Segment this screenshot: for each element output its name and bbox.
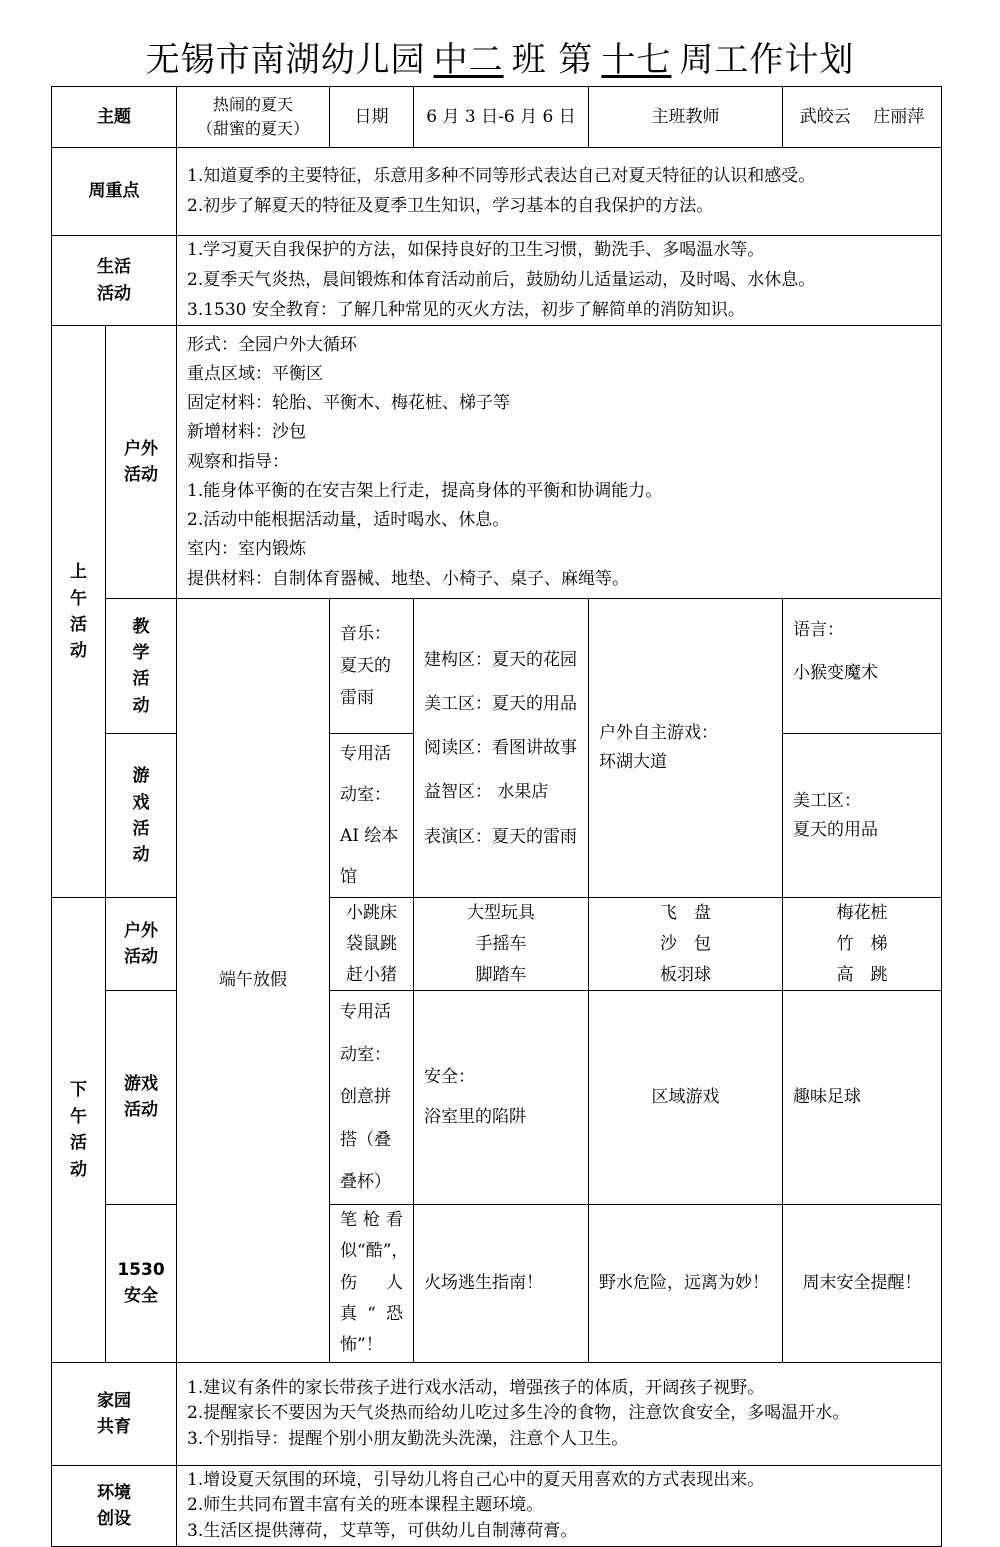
teaching-label-char: 动 <box>132 695 150 716</box>
afternoon-outdoor-item: 沙 包 <box>660 934 711 955</box>
safety-line2: 浴室里的陷阱 <box>424 1107 526 1128</box>
game-label-char: 游 <box>132 766 150 787</box>
area-item: 美工区：夏天的用品 <box>424 694 577 715</box>
safety1530-label <box>106 1204 177 1362</box>
afternoon-game-label-line1: 游戏 <box>124 1074 158 1095</box>
afternoon-outdoor-label-line2: 活动 <box>124 947 158 968</box>
area-item: 益智区： 水果店 <box>424 782 549 803</box>
outdoor-game-line1: 户外自主游戏： <box>599 723 718 744</box>
area-item: 表演区：夏天的雷雨 <box>424 826 577 847</box>
game-label-char: 戏 <box>132 792 150 813</box>
morning-outdoor-item: 室内：室内锻炼 <box>187 539 306 560</box>
family-item: 2.提醒家长不要因为天气炎热而给幼儿吃过多生冷的食物，注意饮食安全，多喝温开水。 <box>187 1403 850 1424</box>
life-label <box>52 236 177 326</box>
area-game-cell: 区域游戏 <box>589 991 783 1205</box>
theme-value <box>177 87 330 148</box>
environment-item: 3.生活区提供薄荷，艾草等，可供幼儿自制薄荷膏。 <box>187 1520 578 1541</box>
afternoon-outdoor-item: 板羽球 <box>660 964 711 985</box>
language-line1: 语言： <box>793 620 844 641</box>
area-item: 阅读区：看图讲故事 <box>424 738 577 759</box>
areas-cell <box>414 599 589 898</box>
morning-outdoor-item: 重点区域：平衡区 <box>187 363 323 384</box>
game-label-char: 活 <box>132 818 150 839</box>
morning-label-char: 上 <box>70 562 87 583</box>
date-label: 日期 <box>330 87 414 148</box>
game-label <box>106 734 177 898</box>
morning-label-char: 动 <box>70 641 87 662</box>
life-content <box>177 236 942 326</box>
title-week: 十七 <box>601 40 672 80</box>
life-label-line2: 活动 <box>97 283 131 304</box>
morning-label <box>52 326 106 898</box>
afternoon-outdoor-label <box>106 898 177 991</box>
teacher-names: 武皎云 庄丽萍 <box>783 87 942 148</box>
life-item: 1.学习夏天自我保护的方法，如保持良好的卫生习惯，勤洗手、多喝温水等。 <box>187 240 765 260</box>
teacher-label: 主班教师 <box>589 87 783 148</box>
room-line1: 专用活动室： <box>340 744 391 806</box>
afternoon-outdoor-item: 竹 梯 <box>836 934 888 955</box>
music-line2: 夏天的雷雨 <box>340 656 391 709</box>
afternoon-label-char: 下 <box>70 1080 87 1101</box>
weekly-focus-item: 1.知道夏季的主要特征，乐意用多种不同等形式表达自己对夏天特征的认识和感受。 <box>187 165 816 186</box>
title-suffix: 周工作计划 <box>679 40 855 80</box>
environment-content <box>177 1465 942 1546</box>
weekly-focus-content <box>177 148 942 236</box>
room-line2: AI 绘本馆 <box>340 825 399 887</box>
holiday-cell: 端午放假 <box>177 599 330 1363</box>
family-content <box>177 1362 942 1465</box>
game-room-cell <box>330 991 414 1205</box>
family-label-line1: 家园 <box>97 1390 131 1411</box>
morning-label-char: 午 <box>70 588 87 609</box>
morning-outdoor-item: 1.能身体平衡的在安吉架上行走，提高身体的平衡和协调能力。 <box>187 480 663 501</box>
morning-outdoor-item: 固定材料：轮胎、平衡木、梅花桩、梯子等 <box>187 393 510 414</box>
art-line1: 美工区： <box>793 790 861 811</box>
outdoor-game-line2: 环湖大道 <box>599 752 667 773</box>
life-item: 3.1530 安全教育：了解几种常见的灭火方法，初步了解简单的消防知识。 <box>187 299 745 320</box>
weekly-plan-table <box>51 86 942 1547</box>
environment-item: 2.师生共同布置丰富有关的班本课程主题环境。 <box>187 1495 544 1516</box>
family-label-line2: 共育 <box>97 1416 131 1437</box>
morning-outdoor-item: 提供材料：自制体育器械、地垫、小椅子、桌子、麻绳等。 <box>187 568 629 589</box>
safety1530-cell: 周末安全提醒！ <box>783 1204 942 1362</box>
afternoon-label-char: 午 <box>70 1106 87 1127</box>
safety-line1: 安全： <box>424 1066 475 1087</box>
life-item: 2.夏季天气炎热，晨间锻炼和体育活动前后，鼓励幼儿适量运动，及时喝、水休息。 <box>187 269 816 290</box>
teaching-label-char: 教 <box>132 616 150 637</box>
weekly-focus-label: 周重点 <box>52 148 177 236</box>
environment-item: 1.增设夏天氛围的环境，引导幼儿将自己心中的夏天用喜欢的方式表现出来。 <box>187 1469 765 1490</box>
morning-outdoor-item: 新增材料：沙包 <box>187 422 306 443</box>
safety-cell <box>414 991 589 1205</box>
afternoon-outdoor-item: 手摇车 <box>475 934 527 955</box>
room-cell <box>330 734 414 898</box>
afternoon-outdoor-item: 袋鼠跳 <box>346 934 397 955</box>
theme-line2: （甜蜜的夏天） <box>196 119 309 138</box>
music-line1: 音乐： <box>340 623 391 644</box>
afternoon-outdoor-item: 飞 盘 <box>660 903 711 924</box>
safety1530-label-line1: 1530 <box>117 1259 165 1280</box>
afternoon-outdoor-col <box>783 898 942 991</box>
theme-label: 主题 <box>52 87 177 148</box>
language-line2: 小猴变魔术 <box>793 662 878 683</box>
morning-outdoor-label-line2: 活动 <box>124 465 158 486</box>
morning-outdoor-content <box>177 326 942 599</box>
environment-label <box>52 1465 177 1546</box>
afternoon-outdoor-item: 小跳床 <box>346 903 397 924</box>
football-cell: 趣味足球 <box>783 991 942 1205</box>
afternoon-game-label-line2: 活动 <box>124 1100 158 1121</box>
afternoon-outdoor-col <box>330 898 414 991</box>
morning-outdoor-item: 2.活动中能根据活动量，适时喝水、休息。 <box>187 510 510 531</box>
teaching-label <box>106 599 177 734</box>
title-class-name: 中二 <box>433 40 504 80</box>
environment-label-line1: 环境 <box>97 1482 131 1503</box>
afternoon-label <box>52 898 106 1362</box>
game-room-line3: 叠杯） <box>340 1172 391 1193</box>
afternoon-outdoor-item: 梅花桩 <box>836 903 888 924</box>
family-item: 3.个别指导：提醒个别小朋友勤洗头洗澡，注意个人卫生。 <box>187 1428 629 1449</box>
afternoon-outdoor-label-line1: 户外 <box>124 920 158 941</box>
area-item: 建构区：夏天的花园 <box>424 649 577 670</box>
art-cell <box>783 734 942 898</box>
game-room-line2: 创意拼搭（叠 <box>340 1087 391 1150</box>
teaching-label-char: 学 <box>132 642 150 663</box>
date-value: 6 月 3 日-6 月 6 日 <box>414 87 589 148</box>
safety1530-cell: 野水危险，远离为妙！ <box>589 1204 783 1362</box>
theme-line1: 热闹的夏天 <box>212 95 293 114</box>
teaching-label-char: 活 <box>132 669 150 690</box>
family-label <box>52 1362 177 1465</box>
afternoon-outdoor-item: 赶小猪 <box>346 964 397 985</box>
afternoon-outdoor-item: 大型玩具 <box>467 903 535 924</box>
afternoon-outdoor-col <box>414 898 589 991</box>
morning-label-char: 活 <box>70 614 87 635</box>
afternoon-game-label <box>106 991 177 1205</box>
afternoon-outdoor-col <box>589 898 783 991</box>
safety1530-label-line2: 安全 <box>124 1286 158 1307</box>
page-title <box>0 32 1000 81</box>
language-cell <box>783 599 942 734</box>
family-item: 1.建议有条件的家长带孩子进行戏水活动，增强孩子的体质，开阔孩子视野。 <box>187 1377 765 1398</box>
afternoon-label-char: 活 <box>70 1133 87 1154</box>
afternoon-outdoor-item: 脚踏车 <box>475 964 527 985</box>
safety1530-cell: 笔枪看似“酷”，伤人真“恐怖”！ <box>330 1204 414 1362</box>
game-label-char: 动 <box>132 845 150 866</box>
music-cell <box>330 599 414 734</box>
outdoor-game-cell <box>589 599 783 898</box>
title-prefix: 无锡市南湖幼儿园 <box>145 40 426 80</box>
afternoon-label-char: 动 <box>70 1159 87 1180</box>
title-class-label: 班 第 <box>511 40 594 80</box>
morning-outdoor-item: 形式：全园户外大循环 <box>187 334 357 355</box>
afternoon-outdoor-item: 高 跳 <box>836 964 888 985</box>
environment-label-line2: 创设 <box>97 1508 131 1529</box>
game-room-line1: 专用活动室： <box>340 1002 391 1065</box>
life-label-line1: 生活 <box>97 257 131 278</box>
art-line2: 夏天的用品 <box>793 819 878 840</box>
safety1530-cell: 火场逃生指南！ <box>414 1204 589 1362</box>
weekly-focus-item: 2.初步了解夏天的特征及夏季卫生知识，学习基本的自我保护的方法。 <box>187 195 714 216</box>
morning-outdoor-label-line1: 户外 <box>124 438 158 459</box>
morning-outdoor-label <box>106 326 177 599</box>
morning-outdoor-item: 观察和指导： <box>187 451 289 472</box>
